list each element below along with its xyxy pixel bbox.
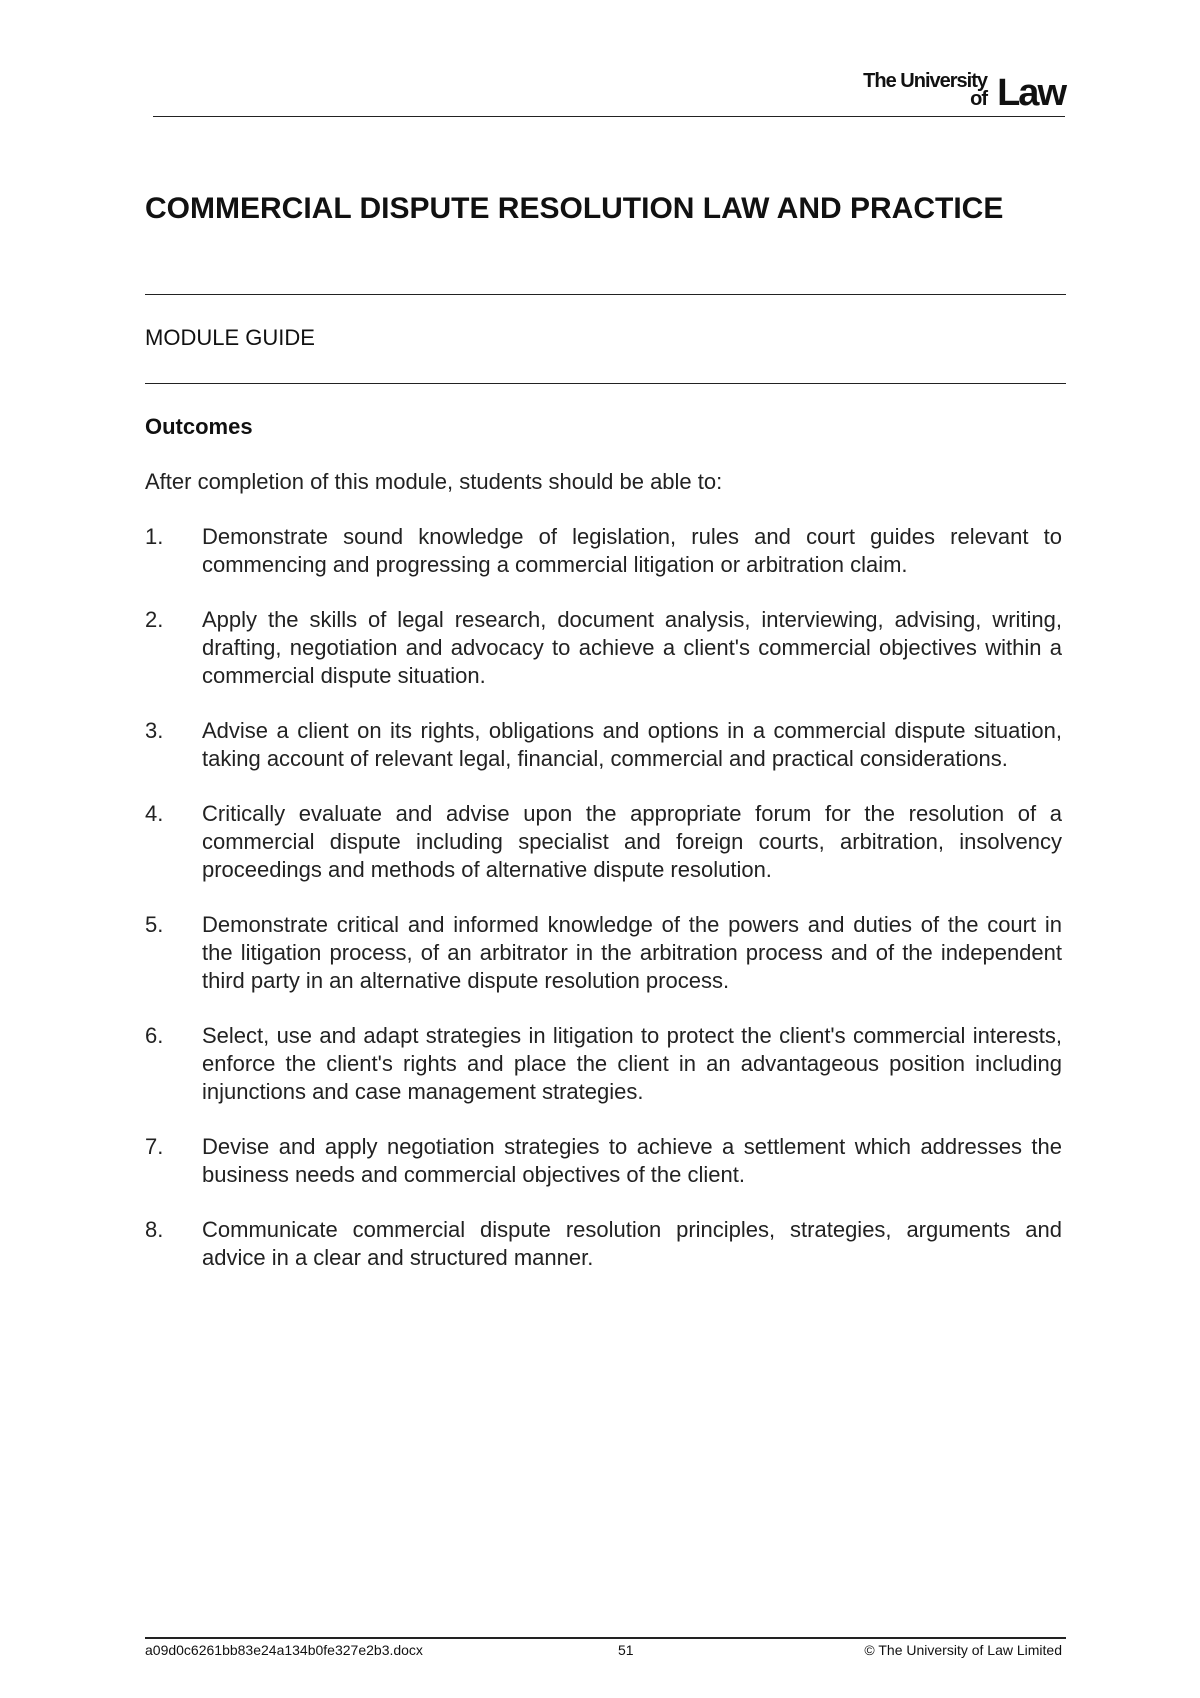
outcome-item — [145, 717, 1062, 773]
outcome-text: Devise and apply negotiation strategies to achieve a settlement which addresses the business needs and commercial objectives of the client. — [202, 1134, 1062, 1187]
outcome-number: 1. — [145, 524, 164, 549]
outcome-text: Select, use and adapt strategies in litigation to protect the client's commercial interests, enforce the client's rights and place the client in an advantageous position including injunctions and case management strategies. — [202, 1023, 1062, 1104]
logo-line-law: Law — [997, 72, 1065, 114]
outcome-item — [145, 523, 1062, 579]
outcome-number: 6. — [145, 1023, 164, 1048]
outcome-item — [145, 1133, 1062, 1189]
footer-page-number: 51 — [618, 1642, 634, 1658]
footer-copyright: © The University of Law Limited — [864, 1642, 1062, 1658]
outcome-text: Communicate commercial dispute resolution principles, strategies, arguments and advice in a clear and structured manner. — [202, 1217, 1062, 1270]
outcome-text: Demonstrate sound knowledge of legislation, rules and court guides relevant to commencing and progressing a commercial litigation or arbitration claim. — [202, 524, 1062, 577]
outcome-number: 2. — [145, 607, 164, 632]
document-title: COMMERCIAL DISPUTE RESOLUTION LAW AND PRACTICE — [145, 192, 1004, 225]
outcome-text: Apply the skills of legal research, document analysis, interviewing, advising, writing, drafting, negotiation and advocacy to achieve a client's commercial objectives within a commercial dispute situation. — [202, 607, 1062, 688]
outcome-number: 3. — [145, 718, 164, 743]
outcome-item — [145, 606, 1062, 690]
outcome-number: 5. — [145, 912, 164, 937]
logo-line-the-university: The University — [863, 70, 987, 92]
outcome-number: 7. — [145, 1134, 164, 1159]
outcomes-heading: Outcomes — [145, 414, 253, 439]
logo-line-of: of — [970, 88, 987, 110]
outcome-text: Demonstrate critical and informed knowledge of the powers and duties of the court in the litigation process, of an arbitrator in the arbitration process and of the independent third party in an alternative dispute resolution process. — [202, 912, 1062, 993]
module-guide-label: MODULE GUIDE — [145, 325, 315, 350]
outcomes-list — [145, 523, 1062, 1299]
outcome-item — [145, 911, 1062, 995]
outcome-item — [145, 1216, 1062, 1272]
university-of-law-logo — [855, 66, 1065, 114]
footer-filename: a09d0c6261bb83e24a134b0fe327e2b3.docx — [145, 1642, 423, 1658]
outcome-text: Critically evaluate and advise upon the appropriate forum for the resolution of a commercial dispute including specialist and foreign courts, arbitration, insolvency proceedings and methods of alternative dispute resolution. — [202, 801, 1062, 882]
outcome-text: Advise a client on its rights, obligations and options in a commercial dispute situation, taking account of relevant legal, financial, commercial and practical considerations. — [202, 718, 1062, 771]
footer-divider — [145, 1637, 1066, 1639]
outcomes-intro: After completion of this module, students should be able to: — [145, 469, 723, 494]
outcome-item — [145, 800, 1062, 884]
header-divider — [153, 116, 1065, 117]
outcome-number: 4. — [145, 801, 164, 826]
outcome-item — [145, 1022, 1062, 1106]
title-divider — [145, 294, 1066, 295]
subtitle-divider — [145, 383, 1066, 384]
outcome-number: 8. — [145, 1217, 164, 1242]
